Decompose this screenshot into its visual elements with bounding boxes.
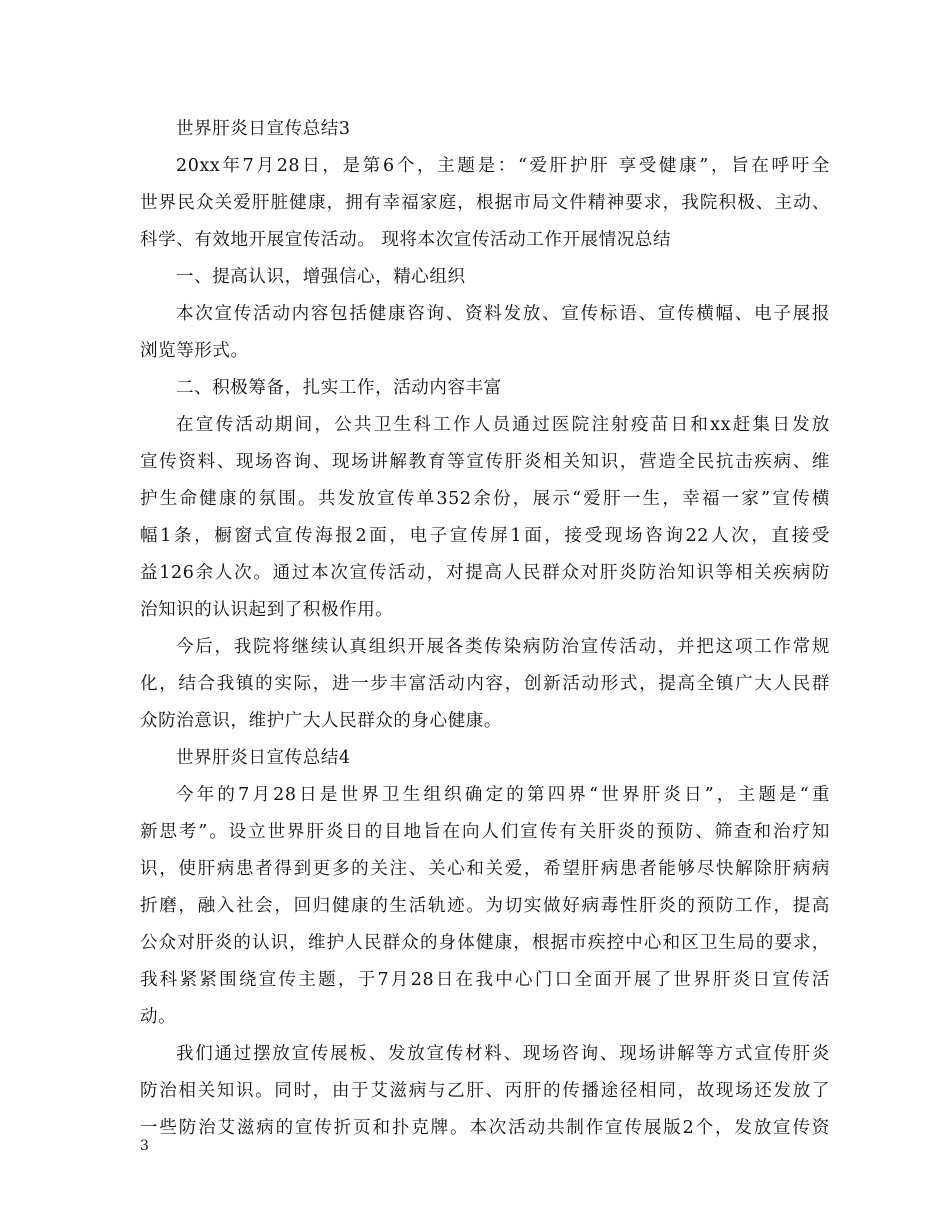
paragraph-line: 公众对肝炎的认识，维护人民群众的身体健康，根据市疾控中心和区卫生局的要求， — [140, 933, 830, 953]
paragraph-line: 防治相关知识。同时，由于艾滋病与乙肝、丙肝的传播途径相同，故现场还发放了 — [140, 1081, 830, 1101]
paragraph-line: 众防治意识，维护广大人民群众的身心健康。 — [140, 711, 502, 731]
paragraph-line: 在宣传活动期间，公共卫生科工作人员通过医院注射疫苗日和xx赶集日发放 — [176, 415, 830, 435]
paragraph-line: 本次宣传活动内容包括健康咨询、资料发放、宣传标语、宣传横幅、电子展报 — [176, 304, 830, 324]
paragraph-line: 20xx年7月28日，是第6个，主题是：“爱肝护肝 享受健康”，旨在呼吁全 — [176, 156, 830, 176]
paragraph-line: 科学、有效地开展宣传活动。 现将本次宣传活动工作开展情况总结 — [140, 230, 672, 250]
paragraph-line: 识，使肝病患者得到更多的关注、关心和关爱，希望肝病患者能够尽快解除肝病病 — [140, 859, 830, 879]
paragraph-line: 我们通过摆放宣传展板、发放宣传材料、现场咨询、现场讲解等方式宣传肝炎 — [176, 1044, 830, 1064]
paragraph-line: 今年的7月28日是世界卫生组织确定的第四界“世界肝炎日”，主题是“重 — [176, 785, 830, 805]
paragraph-line: 幅1条，橱窗式宣传海报2面，电子宣传屏1面，接受现场咨询22人次，直接受 — [140, 526, 830, 546]
paragraph-line: 治知识的认识起到了积极作用。 — [140, 600, 394, 620]
paragraph-line: 浏览等形式。 — [140, 341, 249, 361]
paragraph-line: 护生命健康的氛围。共发放宣传单352余份，展示“爱肝一生，幸福一家”宣传横 — [140, 489, 830, 509]
paragraph-line: 我科紧紧围绕宣传主题，于7月28日在我中心门口全面开展了世界肝炎日宣传活 — [140, 970, 830, 990]
paragraph-line: 新思考”。设立世界肝炎日的目地旨在向人们宣传有关肝炎的预防、筛查和治疗知 — [140, 822, 830, 842]
paragraph-line: 化，结合我镇的实际，进一步丰富活动内容，创新活动形式，提高全镇广大人民群 — [140, 674, 830, 694]
section-title-4: 世界肝炎日宣传总结4 — [176, 748, 351, 768]
paragraph-line: 宣传资料、现场咨询、现场讲解教育等宣传肝炎相关知识，营造全民抗击疾病、维 — [140, 452, 830, 472]
subsection-heading: 二、积极筹备，扎实工作，活动内容丰富 — [176, 378, 502, 398]
subsection-heading: 一、提高认识，增强信心，精心组织 — [176, 267, 466, 287]
paragraph-line: 世界民众关爱肝脏健康，拥有幸福家庭，根据市局文件精神要求，我院积极、主动、 — [140, 193, 830, 213]
paragraph-line: 动。 — [140, 1007, 177, 1027]
section-title-3: 世界肝炎日宣传总结3 — [176, 119, 351, 139]
paragraph-line: 今后，我院将继续认真组织开展各类传染病防治宣传活动，并把这项工作常规 — [176, 637, 830, 657]
paragraph-line: 一些防治艾滋病的宣传折页和扑克牌。本次活动共制作宣传展版2个，发放宣传资 — [140, 1118, 830, 1138]
paragraph-line: 折磨，融入社会，回归健康的生活轨迹。为切实做好病毒性肝炎的预防工作，提高 — [140, 896, 830, 916]
page-number: 3 — [140, 1138, 149, 1154]
paragraph-line: 益126余人次。通过本次宣传活动，对提高人民群众对肝炎防治知识等相关疾病防 — [140, 563, 830, 583]
